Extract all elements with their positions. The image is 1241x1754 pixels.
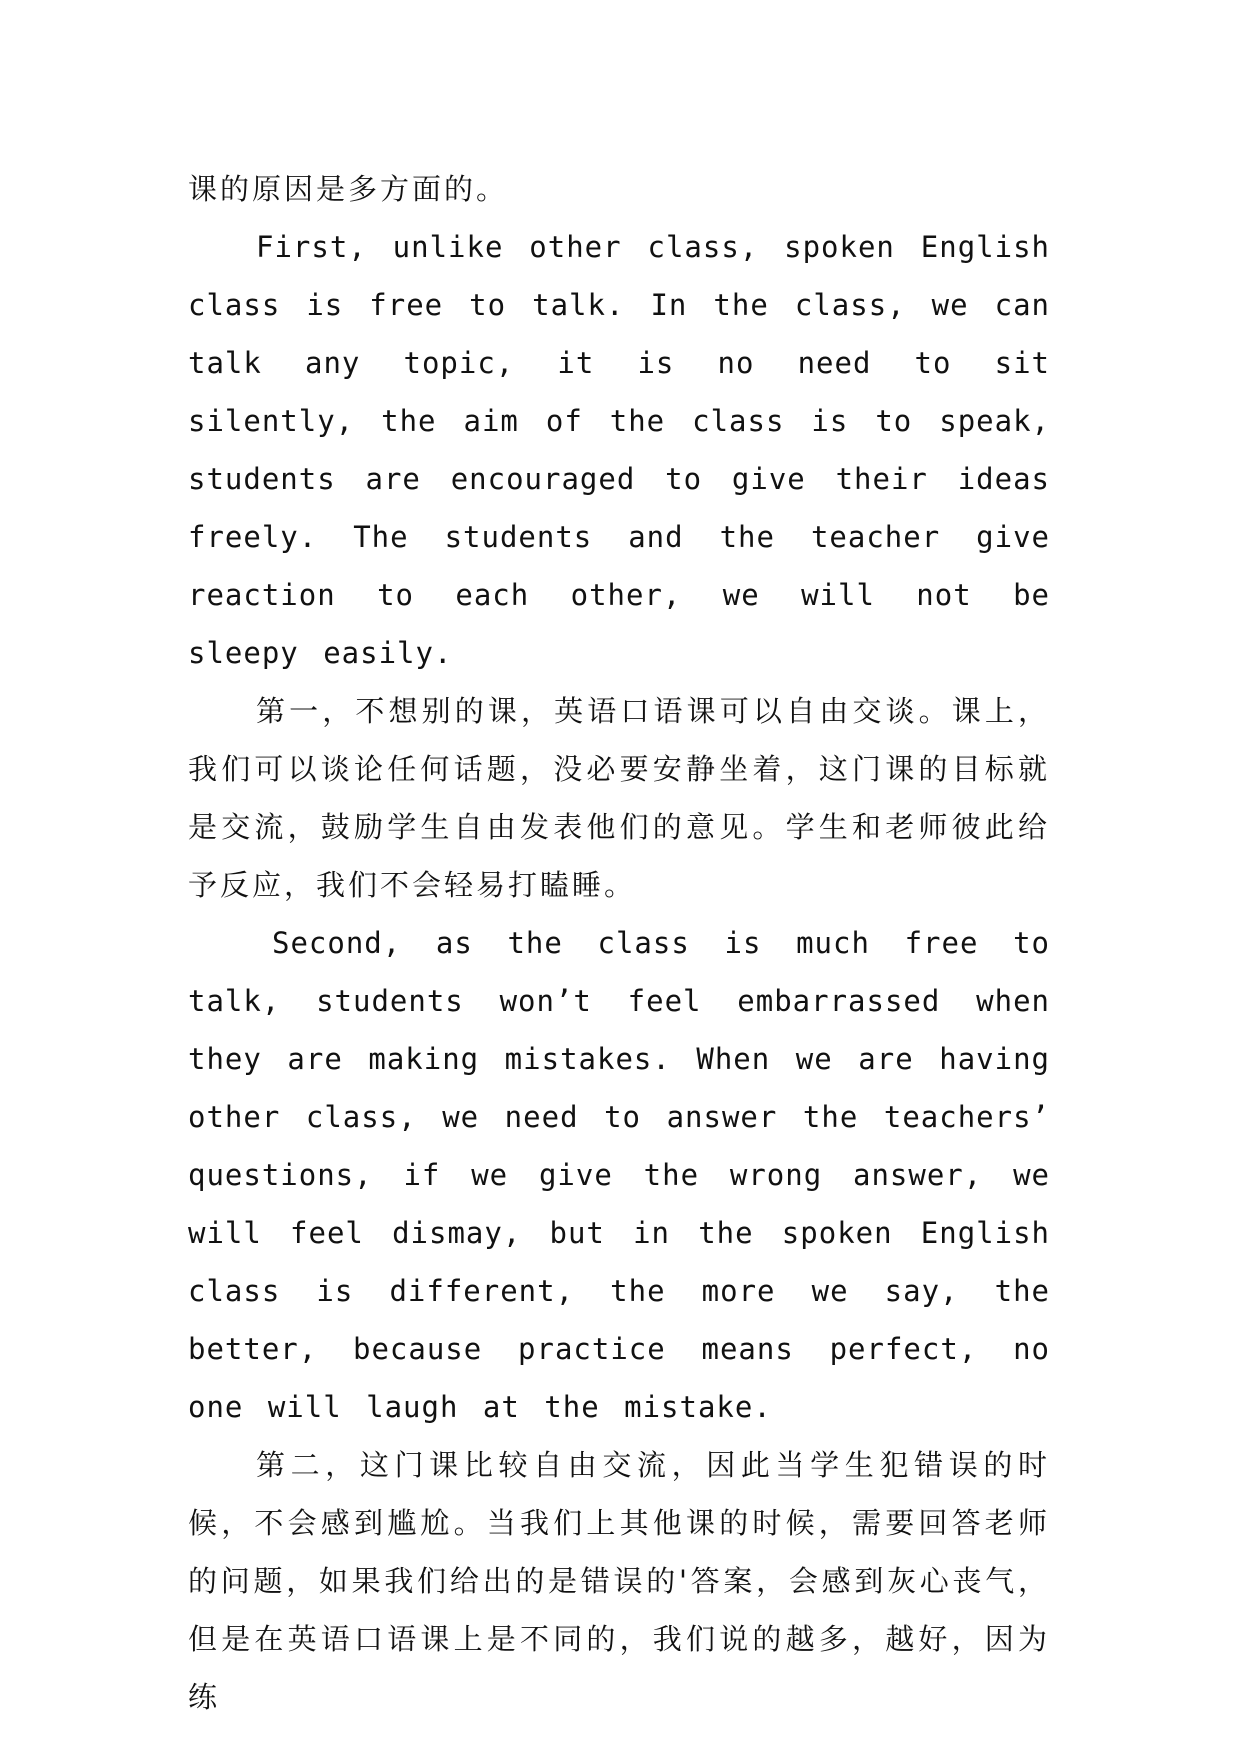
document-body (188, 160, 1050, 1726)
paragraph-en-first: First, unlike other class, spoken English class is free to talk. In the class, we can talk any topic, it is no need to sit silently, the aim of the class is to speak, students are encouraged to give their ideas freely. The students and the teacher give reaction to each other, we will not be sleepy easily. (188, 230, 1050, 670)
paragraph-zh-second: 第二，这门课比较自由交流，因此当学生犯错误的时候，不会感到尴尬。当我们上其他课的时候，需要回答老师的问题，如果我们给出的是错误的'答案，会感到灰心丧气，但是在英语口语课上是不同的，我们说的越多，越好，因为练 (188, 1448, 1050, 1714)
paragraph-zh-first: 第一，不想别的课，英语口语课可以自由交谈。课上，我们可以谈论任何话题，没必要安静坐着，这门课的目标就是交流，鼓励学生自由发表他们的意见。学生和老师彼此给予反应，我们不会轻易打瞌睡。 (188, 694, 1050, 902)
paragraph-zh-continuation: 课的原因是多方面的。 (188, 172, 509, 206)
paragraph-en-second: Second, as the class is much free to talk, students won’t feel embarrassed when they are making mistakes. When we are having other class, we need to answer the teachers’ questions, if we give the wrong answer, we will feel dismay, but in the spoken English class is different, the more we say, the better, because practice means perfect, no one will laugh at the mistake. (188, 926, 1050, 1424)
